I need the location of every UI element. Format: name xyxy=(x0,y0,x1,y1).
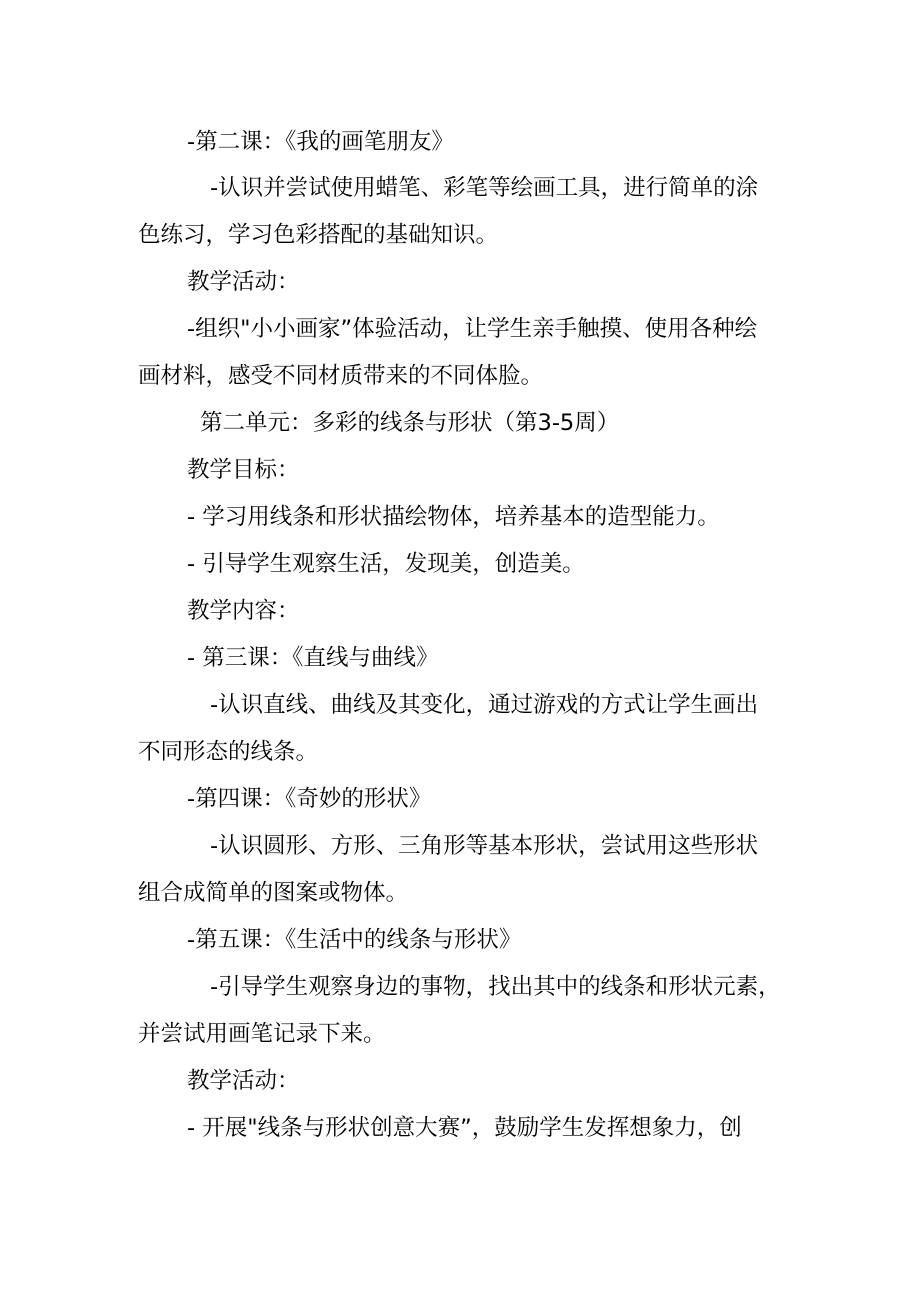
lesson-2-content-line-1: -认识并尝试使用蜡笔、彩笔等绘画工具，进行简单的涂 xyxy=(210,175,759,201)
goal-item-1: - 学习用线条和形状描绘物体，培养基本的造型能力。 xyxy=(187,504,720,530)
lesson-3-content-line-2: 不同形态的线条。 xyxy=(138,739,319,765)
teaching-activity-heading-2: 教学活动： xyxy=(187,1068,300,1094)
teaching-goal-heading: 教学目标： xyxy=(187,457,300,483)
lesson-3-content-line-1: -认识直线、曲线及其变化，通过游戏的方式让学生画出 xyxy=(210,692,759,718)
activity-2-line-1: - 开展"线条与形状创意大赛”，鼓励学生发挥想象力，创 xyxy=(187,1115,742,1141)
activity-1-line-1: -组织"小小画家”体验活动，让学生亲手触摸、使用各种绘 xyxy=(187,316,758,342)
lesson-5-content-line-2: 并尝试用画笔记录下来。 xyxy=(138,1021,386,1047)
lesson-5-content-line-1: -引导学生观察身边的事物，找出其中的线条和形状元素， xyxy=(210,974,781,1000)
activity-1-line-2: 画材料，感受不同材质带来的不同体脸。 xyxy=(138,363,544,389)
lesson-4-content-line-1: -认识圆形、方形、三角形等基本形状，尝试用这些形状 xyxy=(210,833,759,859)
lesson-4-title: -第四课：《奇妙的形状》 xyxy=(187,786,432,812)
lesson-3-title: - 第三课：《直线与曲线》 xyxy=(187,645,439,671)
goal-item-2: - 引导学生观察生活，发现美，创造美。 xyxy=(187,551,585,577)
teaching-activity-heading-1: 教学活动： xyxy=(187,269,300,295)
lesson-2-title: -第二课：《我的画笔朋友》 xyxy=(187,129,454,155)
unit-2-title: 第二单元：多彩的线条与形状（第3-5周） xyxy=(200,410,620,436)
lesson-5-title: -第五课：《生活中的线条与形状》 xyxy=(187,927,522,953)
lesson-2-content-line-2: 色练习，学习色彩搭配的基础知识。 xyxy=(138,222,499,248)
teaching-content-heading: 教学内容： xyxy=(187,598,300,624)
lesson-4-content-line-2: 组合成简单的图案或物体。 xyxy=(138,880,409,906)
